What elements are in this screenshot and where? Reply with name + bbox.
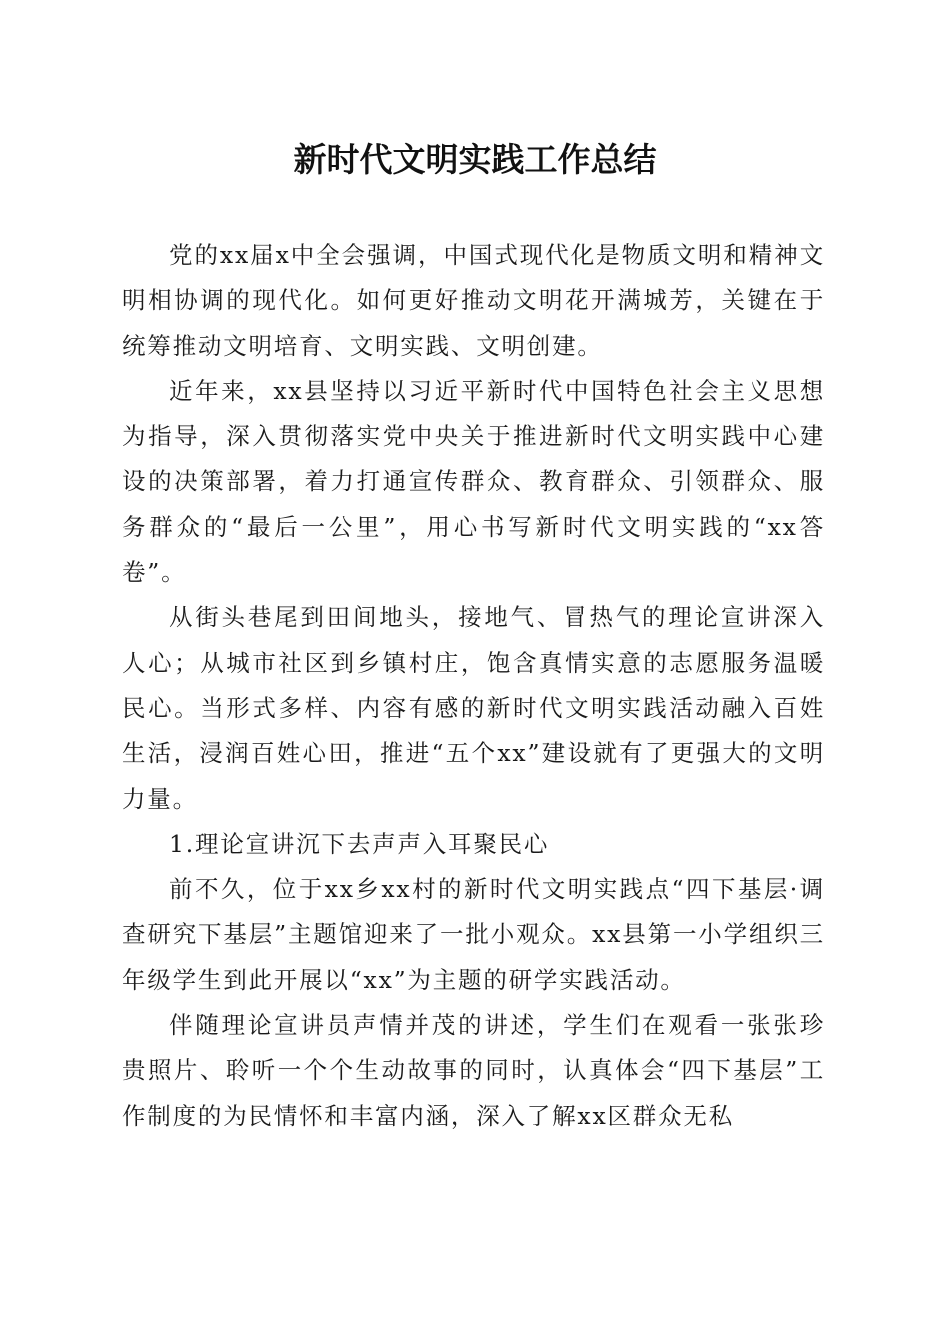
section-heading: 1.理论宣讲沉下去声声入耳聚民心	[169, 829, 550, 858]
document-title: 新时代文明实践工作总结	[293, 140, 657, 179]
paragraph: 从街头巷尾到田间地头，接地气、冒热气的理论宣讲深入人心；从城市社区到乡镇村庄，饱含真情实意的志愿服务温暖民心。当形式多样、内容有感的新时代文明实践活动融入百姓生活，浸润百姓心田，推进“五个xx”建设就有了更强大的文明力量。	[122, 603, 825, 813]
document-body	[122, 233, 825, 1139]
paragraph: 前不久，位于xx乡xx村的新时代文明实践点“四下基层·调查研究下基层”主题馆迎来了一批小观众。xx县第一小学组织三年级学生到此开展以“xx”为主题的研学实践活动。	[122, 875, 825, 994]
paragraph: 党的xx届x中全会强调，中国式现代化是物质文明和精神文明相协调的现代化。如何更好推动文明花开满城芳，关键在于统筹推动文明培育、文明实践、文明创建。	[122, 241, 825, 360]
paragraph: 伴随理论宣讲员声情并茂的讲述，学生们在观看一张张珍贵照片、聆听一个个生动故事的同时，认真体会“四下基层”工作制度的为民情怀和丰富内涵，深入了解xx区群众无私	[122, 1011, 825, 1130]
paragraph: 近年来，xx县坚持以习近平新时代中国特色社会主义思想为指导，深入贯彻落实党中央关于推进新时代文明实践中心建设的决策部署，着力打通宣传群众、教育群众、引领群众、服务群众的“最后一公里”，用心书写新时代文明实践的“xx答卷”。	[122, 376, 825, 587]
